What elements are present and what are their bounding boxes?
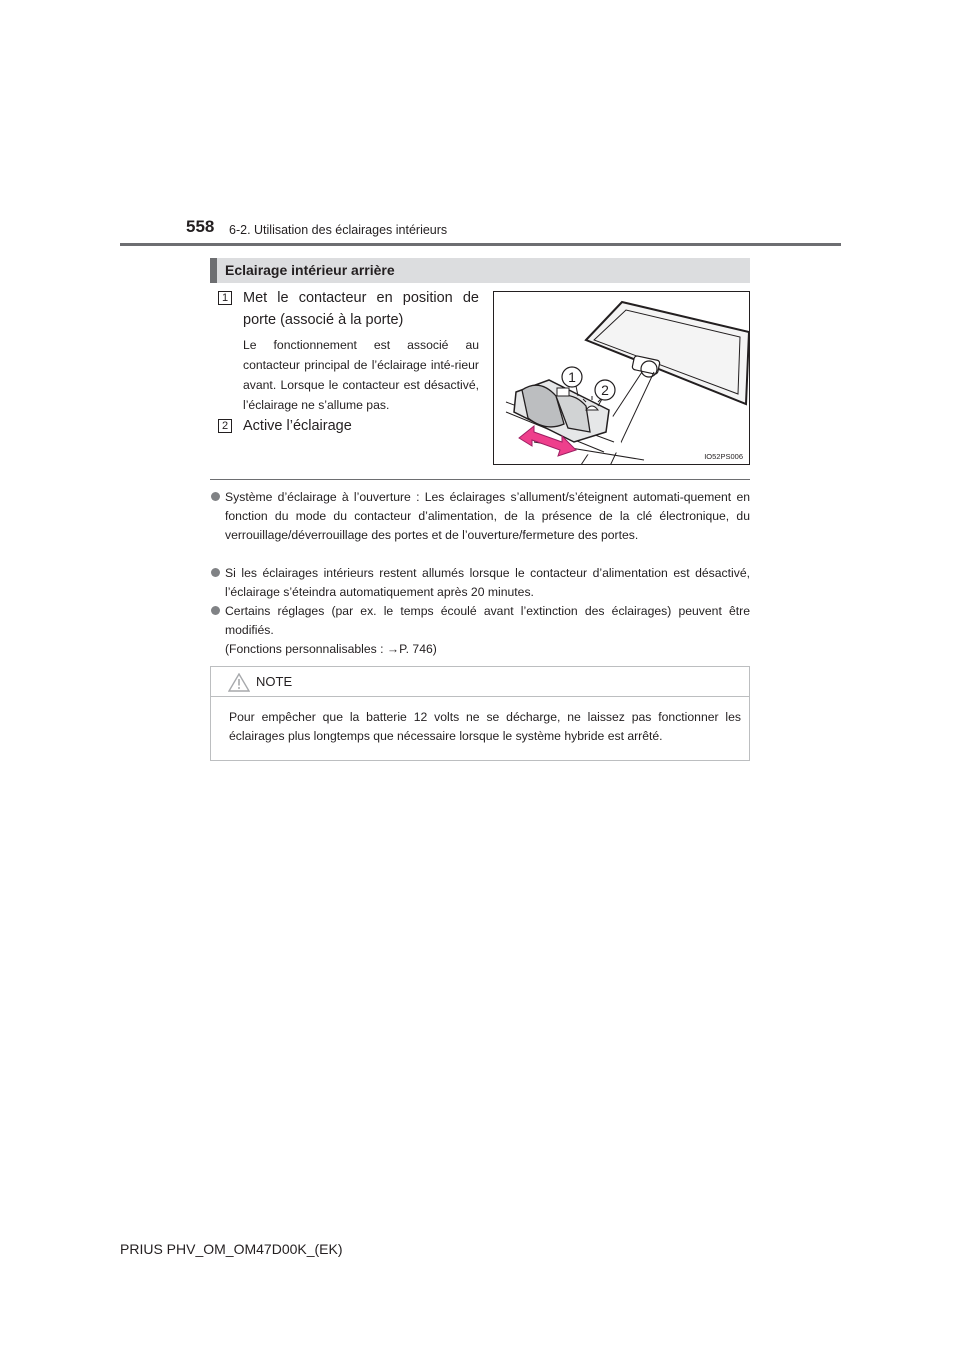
cross-reference-link[interactable]: (Fonctions personnalisables : →P. 746) [225,642,437,656]
item-2-title: Active l’éclairage [243,418,352,434]
item-1-description: Le fonctionnement est associé au contacteur principal de l’éclairage inté-rieur avant. Lorsque le contacteur est désactivé, l’éclairage ne s’allume pas. [243,338,479,412]
item-1-title: Met le contacteur en position de porte (associé à la porte) [243,290,479,328]
item-number-1: 1 [218,291,232,305]
bullet-icon [211,492,220,501]
note-title: NOTE [256,674,293,689]
section-divider [210,479,750,480]
bullet-item-1 [225,488,750,545]
running-header: 6-2. Utilisation des éclairages intérieurs [229,223,448,237]
page-number: 558 [186,217,215,236]
warning-triangle-icon [228,673,250,692]
interior-light-drawing [494,292,750,465]
bullet-icon [211,568,220,577]
rear-interior-light-illustration [493,291,750,465]
callout-1: 1 [568,369,576,385]
item-number-2: 2 [218,419,232,433]
bullet-item-2 [225,564,750,602]
bullet-item-3 [225,602,750,659]
bullet-text: Si les éclairages intérieurs restent allumés lorsque le contacteur d’alimentation est désactivé, l’éclairage s’éteindra automatiquement après 20 minutes. [225,566,750,599]
footer-document-id: PRIUS PHV_OM_OM47D00K_(EK) [120,1241,343,1257]
figure-code: IO52PS006 [704,452,743,461]
note-body: Pour empêcher que la batterie 12 volts ne se décharge, ne laissez pas fonctionner les éclairages plus longtemps que nécessaire lorsque le système hybride est arrêté. [229,710,741,743]
bullet-text: Système d’éclairage à l’ouverture : Les éclairages s’allument/s’éteignent automati-quement en fonction du mode du contacteur d’alimentation, de la présence de la clé électronique, du verrouillage/déverrouillage des portes et de l’ouverture/fermeture des portes. [225,490,750,542]
bullet-icon [211,606,220,615]
header-rule [120,243,841,246]
note-header [211,667,749,697]
note-box [210,666,750,761]
section-heading: Eclairage intérieur arrière [210,258,750,283]
bullet-text: Certains réglages (par ex. le temps écoulé avant l’extinction des éclairages) peuvent être modifiés. [225,604,750,637]
callout-2: 2 [601,382,609,398]
